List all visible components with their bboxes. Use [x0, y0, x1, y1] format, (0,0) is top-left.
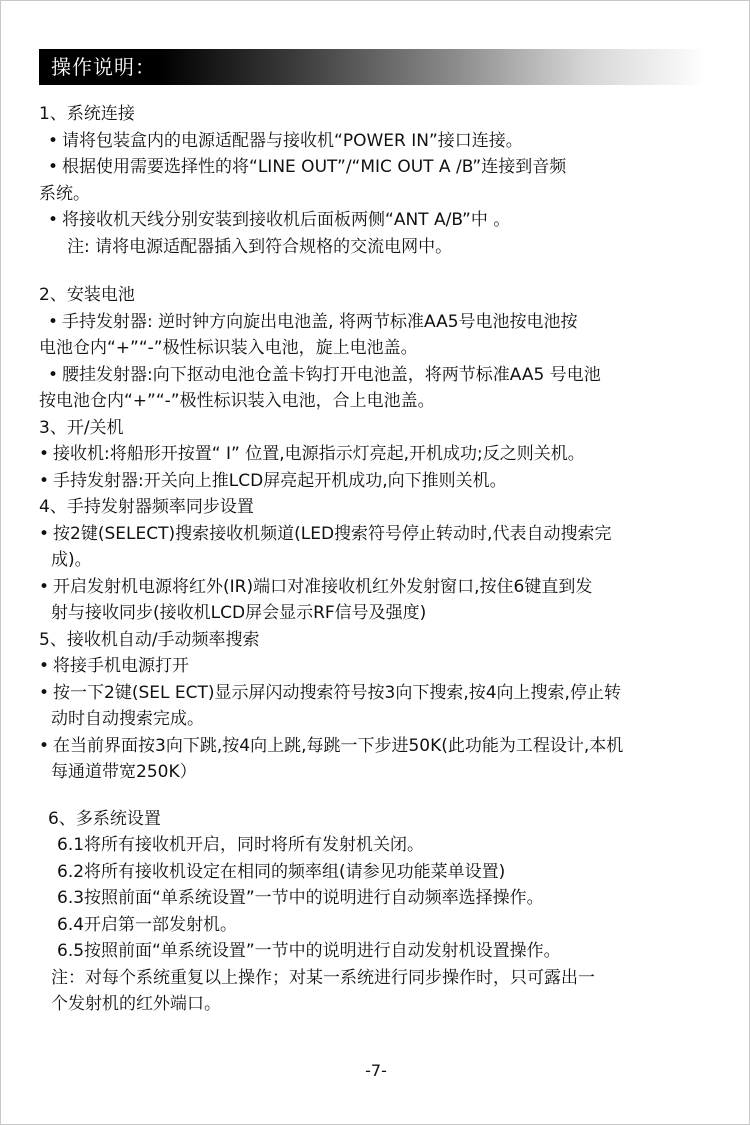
note-line: 注: 请将电源适配器插入到符合规格的交流电网中。	[67, 236, 453, 257]
note-line: 注：对每个系统重复以上操作；对某一系统进行同步操作时，只可露出一	[51, 967, 595, 988]
instruction-line: • 腰挂发射器:向下抠动电池仓盖卡钩打开电池盖，将两节标准AA5 号电池	[39, 362, 689, 389]
note-line: 个发射机的红外端口。	[51, 994, 221, 1014]
instruction-line: • 将接手机电源打开	[39, 653, 689, 680]
page-number: -7-	[365, 1061, 387, 1080]
instruction-line: 系统。	[39, 183, 90, 204]
section-heading: 1、系统连接	[39, 104, 135, 124]
instruction-line: • 按一下2键(SEL ECT)显示屏闪动搜索符号按3向下搜索,按4向上搜索,停止转	[39, 680, 689, 707]
section-heading: 2、安装电池	[39, 285, 135, 305]
page-title: 操作说明：	[51, 55, 156, 79]
instruction-line: 按电池仓内“+”“-”极性标识装入电池，合上电池盖。	[39, 391, 435, 411]
instruction-line: • 手持发射器:开关向上推LCD屏亮起开机成功,向下推则关机。	[39, 468, 689, 495]
instruction-line: 6.5按照前面“单系统设置”一节中的说明进行自动发射机设置操作。	[57, 941, 561, 961]
section-heading: 5、接收机自动/手动频率搜索	[39, 629, 260, 650]
instruction-line: 电池仓内“+”“-”极性标识装入电池，旋上电池盖。	[39, 338, 418, 358]
section-heading: 4、手持发射器频率同步设置	[39, 497, 254, 517]
section-heading: 3、开/关机	[39, 417, 124, 438]
instruction-line: • 根据使用需要选择性的将“LINE OUT”/“MIC OUT A /B”连接到音频	[39, 154, 689, 181]
instruction-line: • 在当前界面按3向下跳,按4向上跳,每跳一下步进50K(此功能为工程设计,本机	[39, 733, 689, 760]
instruction-line: 6.4开启第一部发射机。	[57, 914, 238, 935]
instruction-line: • 开启发射机电源将红外(IR)端口对准接收机红外发射窗口,按住6键直到发	[39, 574, 689, 601]
instruction-line: 动时自动搜索完成。	[51, 709, 204, 729]
instruction-line: 成)。	[51, 550, 92, 570]
instruction-line: 6.2将所有接收机设定在相同的频率组(请参见功能菜单设置)	[57, 861, 506, 882]
instruction-line: • 按2键(SELECT)搜索接收机频道(LED搜索符号停止转动时,代表自动搜索完	[39, 521, 689, 548]
instruction-line: 射与接收同步(接收机LCD屏会显示RF信号及强度)	[51, 603, 427, 623]
instructions-content	[39, 101, 689, 1018]
instruction-line: • 将接收机天线分别安装到接收机后面板两侧“ANT A/B”中 。	[39, 207, 689, 234]
instruction-line: • 请将包装盒内的电源适配器与接收机“POWER IN”接口连接。	[39, 128, 689, 155]
instruction-line: • 接收机:将船形开按置“ I” 位置,电源指示灯亮起,开机成功;反之则关机。	[39, 441, 689, 468]
section-header-bar	[39, 49, 707, 85]
instruction-line: 6.1将所有接收机开启，同时将所有发射机关闭。	[57, 835, 425, 855]
instruction-line: 每通道带宽250K）	[51, 762, 197, 782]
instruction-line: • 手持发射器: 逆时钟方向旋出电池盖, 将两节标准AA5号电池按电池按	[39, 309, 689, 336]
instruction-line: 6.3按照前面“单系统设置”一节中的说明进行自动频率选择操作。	[57, 888, 544, 908]
section-heading: 6、多系统设置	[48, 808, 161, 829]
